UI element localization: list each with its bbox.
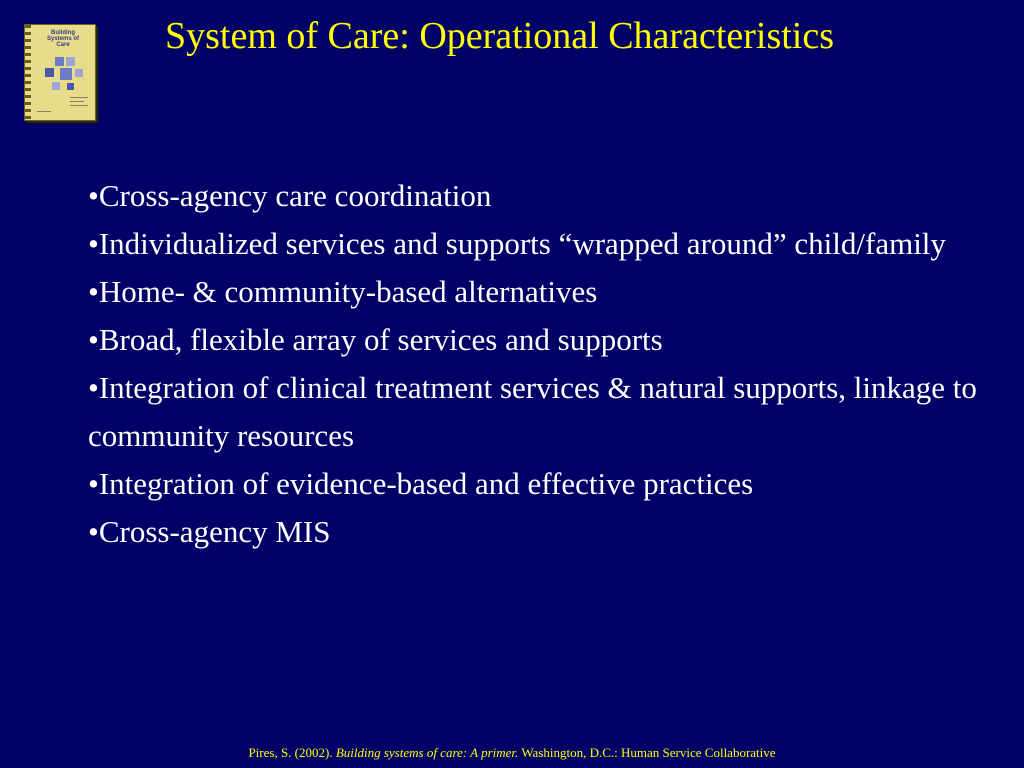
book-cover-image [24, 24, 96, 121]
bullet-item: •Integration of clinical treatment services & natural supports, linkage to community resources [88, 370, 977, 453]
book-cover-title: Building Systems of Care [46, 30, 79, 48]
book-cover-text-line [70, 105, 88, 106]
book-cover-square [66, 57, 75, 66]
citation-author: Pires, S. (2002). [248, 745, 336, 760]
citation-footer [0, 745, 1024, 761]
book-cover-text-line [70, 97, 88, 98]
book-cover-square [45, 68, 54, 77]
bullet-item: •Integration of evidence-based and effective practices [88, 466, 754, 501]
bullet-item: •Broad, flexible array of services and supports [88, 322, 663, 357]
citation-work-title: Building systems of care: A primer. [335, 745, 519, 760]
book-cover-text-line [37, 111, 51, 112]
book-cover-square [67, 83, 74, 90]
book-spiral-binding [25, 25, 31, 120]
book-cover-square [60, 68, 72, 80]
bullet-item: •Cross-agency MIS [88, 514, 331, 549]
book-cover-square [55, 57, 64, 66]
bullet-item: •Cross-agency care coordination [88, 178, 492, 213]
bullet-item: •Home- & community-based alternatives [88, 274, 598, 309]
bullet-list [88, 172, 1008, 556]
book-cover-square [75, 69, 83, 77]
book-cover-text-line [70, 101, 84, 102]
slide-title: System of Care: Operational Characteristics [165, 15, 835, 57]
citation-publisher: Washington, D.C.: Human Service Collaborative [518, 745, 776, 760]
book-cover-square [52, 82, 60, 90]
bullet-item: •Individualized services and supports “wrapped around” child/family [88, 226, 946, 261]
